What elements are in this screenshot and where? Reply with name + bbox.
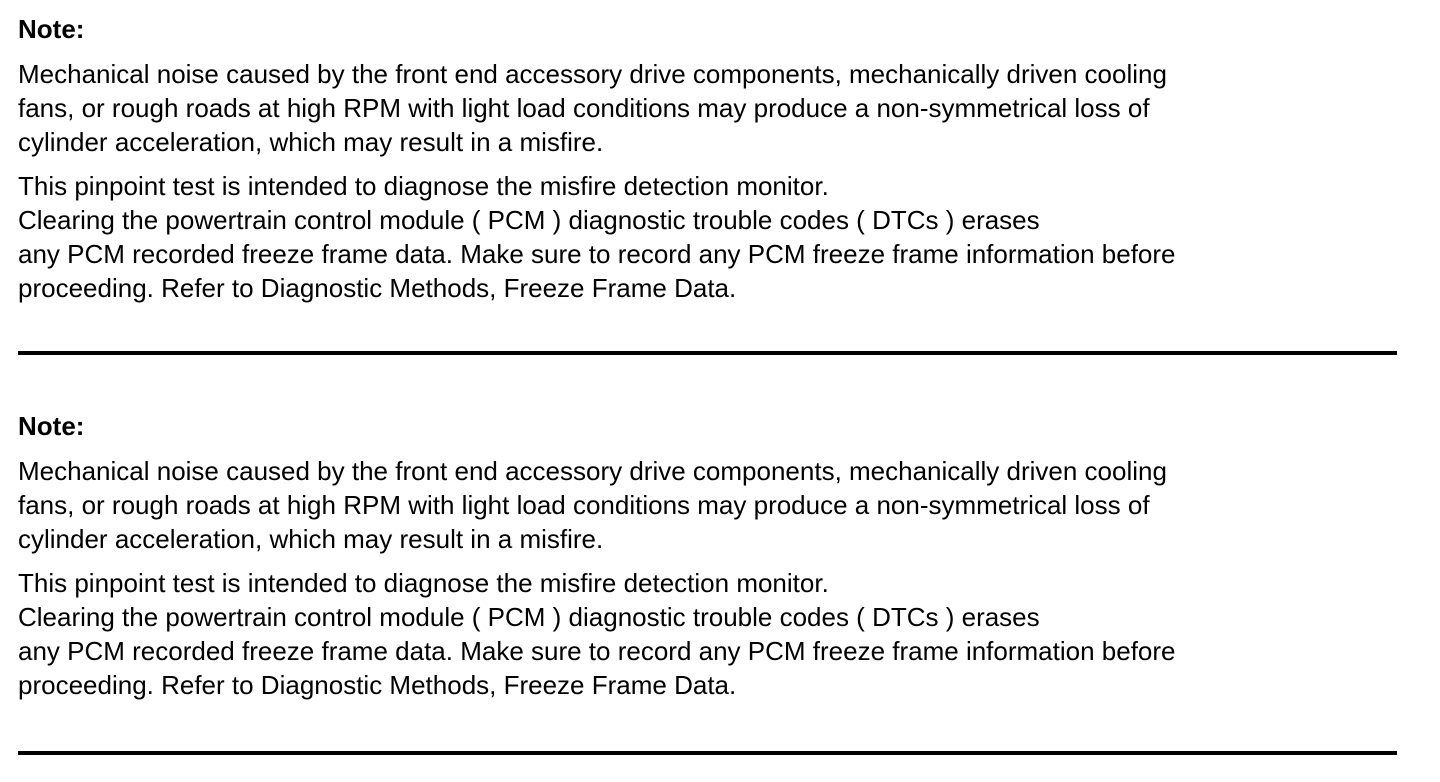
note-paragraph-misfire-noise: Mechanical noise caused by the front end accessory drive components, mechanically driven cooling fans, or rough roads at high RPM with light load conditions may produce a non-symmetrical loss of cylinder acceleration, which may result in a misfire. xyxy=(18,456,1167,554)
note-block-1 xyxy=(18,12,1398,305)
note-paragraph-pinpoint-test: This pinpoint test is intended to diagnose the misfire detection monitor. Clearing the powertrain control module ( PCM ) diagnostic trouble codes ( DTCs ) erases any PCM recorded freeze frame data. Make sure to record any PCM freeze frame information before proceeding. Refer to Diagnostic Methods, Freeze Frame Data. xyxy=(18,171,1176,303)
note-heading: Note: xyxy=(18,411,85,441)
note-block-2 xyxy=(18,409,1398,702)
note-paragraph-misfire-noise: Mechanical noise caused by the front end accessory drive components, mechanically driven cooling fans, or rough roads at high RPM with light load conditions may produce a non-symmetrical loss of cylinder acceleration, which may result in a misfire. xyxy=(18,59,1167,157)
divider-rule xyxy=(18,751,1397,755)
divider-rule xyxy=(18,351,1397,355)
note-paragraph-pinpoint-test: This pinpoint test is intended to diagnose the misfire detection monitor. Clearing the powertrain control module ( PCM ) diagnostic trouble codes ( DTCs ) erases any PCM recorded freeze frame data. Make sure to record any PCM freeze frame information before proceeding. Refer to Diagnostic Methods, Freeze Frame Data. xyxy=(18,568,1176,700)
note-heading: Note: xyxy=(18,14,85,44)
